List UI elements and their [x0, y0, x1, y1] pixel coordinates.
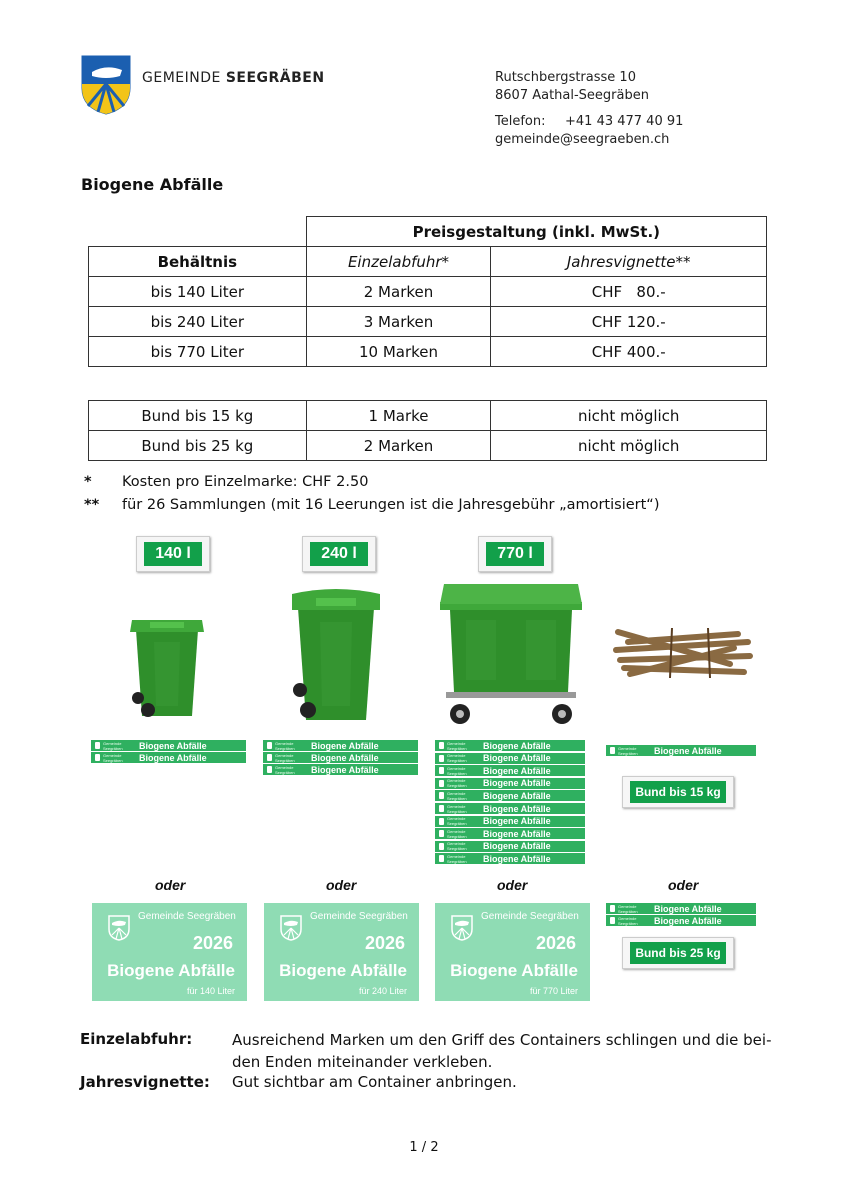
stamp-logo-icon — [610, 747, 615, 754]
table-cell: 2 Marken — [306, 431, 491, 461]
stamp-org: Gemeinde Seegräben — [447, 828, 467, 839]
table-cell: nicht möglich — [491, 401, 767, 431]
stamp-logo-icon — [439, 742, 444, 749]
bundle-label-text: Bund bis 25 kg — [630, 942, 726, 964]
table-empty-cell — [89, 217, 307, 247]
bundle-table — [88, 400, 767, 461]
vignette-year: 2026 — [535, 933, 576, 953]
stamp-org: Gemeinde Seegräben — [447, 778, 467, 789]
stamp — [91, 740, 246, 752]
vignette-year: 2026 — [364, 933, 405, 953]
footnote-1 — [84, 474, 368, 490]
table-cell: 10 Marken — [306, 337, 491, 367]
address-street: Rutschbergstrasse 10 — [495, 70, 636, 85]
instruction-text-single — [232, 1029, 772, 1073]
stamp — [435, 765, 585, 777]
stamp-logo-icon — [439, 755, 444, 762]
table-cell: 2 Marken — [306, 277, 491, 307]
stamp-org: Gemeinde Seegräben — [447, 841, 467, 852]
stamp-text: Biogene Abfälle — [483, 790, 551, 801]
footnote-mark: ** — [84, 497, 100, 513]
table-row — [89, 431, 767, 461]
stamp-text: Biogene Abfälle — [311, 752, 379, 763]
annual-vignette-140 — [92, 903, 247, 1001]
stamp — [435, 753, 585, 765]
instruction-line: Ausreichend Marken um den Griff des Containers schlingen und die bei- — [232, 1031, 772, 1049]
stamp-text: Biogene Abfälle — [311, 740, 379, 751]
page-title: Biogene Abfälle — [81, 175, 224, 194]
stamp-org: Gemeinde Seegräben — [275, 752, 295, 763]
stamp-logo-icon — [439, 767, 444, 774]
stamp-logo-icon — [267, 742, 272, 749]
column-header-annual: Jahresvignette** — [491, 247, 767, 277]
coat-of-arms-icon — [80, 54, 132, 116]
table-cell: CHF 400.- — [491, 337, 767, 367]
bin-770-image — [436, 580, 586, 728]
instruction-text-annual: Gut sichtbar am Container anbringen. — [232, 1073, 517, 1091]
coat-of-arms-icon — [108, 915, 130, 941]
stamp — [263, 752, 418, 764]
stamp-logo-icon — [267, 766, 272, 773]
stamp-text: Biogene Abfälle — [654, 903, 722, 914]
stamp-text: Biogene Abfälle — [654, 915, 722, 926]
stamp — [606, 903, 756, 915]
stamp-org: Gemeinde Seegräben — [618, 903, 638, 914]
stamp-org: Gemeinde Seegräben — [275, 764, 295, 775]
stamp — [435, 816, 585, 828]
size-label-text: 770 l — [486, 542, 544, 566]
table-cell: 1 Marke — [306, 401, 491, 431]
instruction-line: den Enden miteinander verkleben. — [232, 1053, 493, 1071]
stamp-strip-770 — [435, 740, 585, 868]
stamp-strip-bund-25 — [606, 903, 756, 927]
stamp — [435, 828, 585, 840]
email-link[interactable]: gemeinde@seegraeben.ch — [495, 132, 670, 147]
stamp-org: Gemeinde Seegräben — [275, 740, 295, 751]
stamp-text: Biogene Abfälle — [311, 764, 379, 775]
stamp-logo-icon — [439, 780, 444, 787]
stamp — [435, 803, 585, 815]
stamp-logo-icon — [610, 905, 615, 912]
vignette-year: 2026 — [192, 933, 233, 953]
vignette-org: Gemeinde Seegräben — [310, 911, 408, 922]
stamp-logo-icon — [439, 843, 444, 850]
table-row — [89, 401, 767, 431]
stamp-logo-icon — [610, 917, 615, 924]
size-label-140 — [136, 536, 210, 572]
stamp-org: Gemeinde Seegräben — [447, 753, 467, 764]
or-label: oder — [668, 877, 699, 893]
stamp-logo-icon — [439, 830, 444, 837]
stamp-org: Gemeinde Seegräben — [618, 745, 638, 756]
stamp-logo-icon — [95, 754, 100, 761]
stamp-text: Biogene Abfälle — [483, 740, 551, 751]
stamp — [435, 841, 585, 853]
stamp-org: Gemeinde Seegräben — [618, 915, 638, 926]
bundle-label-25 — [622, 937, 734, 969]
table-row — [89, 307, 767, 337]
stamp-text: Biogene Abfälle — [483, 828, 551, 839]
stamp — [435, 740, 585, 752]
stamp-org: Gemeinde Seegräben — [103, 752, 123, 763]
stamp-org: Gemeinde Seegräben — [447, 803, 467, 814]
stamp-text: Biogene Abfälle — [483, 803, 551, 814]
footnote-text: für 26 Sammlungen (mit 16 Leerungen ist die Jahresgebühr „amortisiert“) — [122, 497, 660, 513]
municipality-name — [142, 70, 325, 86]
stamp-org: Gemeinde Seegräben — [447, 765, 467, 776]
stamp — [263, 740, 418, 752]
coat-of-arms-icon — [280, 915, 302, 941]
vignette-org: Gemeinde Seegräben — [481, 911, 579, 922]
bin-240-image — [286, 586, 386, 726]
instruction-label-annual: Jahresvignette: — [80, 1073, 210, 1091]
vignette-title: Biogene Abfälle — [450, 961, 578, 980]
logo-name: SEEGRÄBEN — [225, 70, 325, 86]
vignette-title: Biogene Abfälle — [107, 961, 235, 980]
logo-prefix: GEMEINDE — [142, 70, 221, 86]
stamp-text: Biogene Abfälle — [483, 765, 551, 776]
address-block — [495, 69, 649, 105]
coat-of-arms-icon — [451, 915, 473, 941]
table-cell: CHF 80.- — [491, 277, 767, 307]
annual-vignette-240 — [264, 903, 419, 1001]
table-cell: Bund bis 25 kg — [89, 431, 307, 461]
stamp — [435, 778, 585, 790]
or-label: oder — [326, 877, 357, 893]
stamp-org: Gemeinde Seegräben — [447, 816, 467, 827]
stamp-logo-icon — [439, 792, 444, 799]
contact-block — [495, 113, 683, 149]
table-cell: CHF 120.- — [491, 307, 767, 337]
footnote-2 — [84, 497, 659, 513]
branch-bundle-image — [610, 620, 755, 682]
table-row — [89, 337, 767, 367]
stamp-strip-140 — [91, 740, 246, 764]
stamp-text: Biogene Abfälle — [483, 841, 551, 852]
municipality-logo — [80, 54, 132, 116]
annual-vignette-770 — [435, 903, 590, 1001]
stamp-text: Biogene Abfälle — [139, 740, 207, 751]
size-label-770 — [478, 536, 552, 572]
phone-number: +41 43 477 40 91 — [565, 114, 684, 129]
stamp-text: Biogene Abfälle — [483, 778, 551, 789]
stamp — [606, 915, 756, 927]
stamp — [435, 790, 585, 802]
vignette-size: für 240 Liter — [358, 986, 407, 996]
table-cell: Bund bis 15 kg — [89, 401, 307, 431]
price-table — [88, 216, 767, 367]
stamp — [263, 764, 418, 776]
table-cell: nicht möglich — [491, 431, 767, 461]
table-cell: bis 240 Liter — [89, 307, 307, 337]
vignette-size: für 770 Liter — [529, 986, 578, 996]
vignette-org: Gemeinde Seegräben — [138, 911, 236, 922]
column-header-container: Behältnis — [89, 247, 307, 277]
stamp-logo-icon — [439, 818, 444, 825]
or-label: oder — [155, 877, 186, 893]
table-cell: bis 770 Liter — [89, 337, 307, 367]
address-city: 8607 Aathal-Seegräben — [495, 88, 649, 103]
bundle-label-15 — [622, 776, 734, 808]
column-header-single: Einzelabfuhr* — [306, 247, 491, 277]
stamp-text: Biogene Abfälle — [483, 816, 551, 827]
size-label-text: 140 l — [144, 542, 202, 566]
stamp-text: Biogene Abfälle — [139, 752, 207, 763]
phone-label: Telefon: — [495, 114, 546, 129]
page-number: 1 / 2 — [409, 1140, 439, 1155]
stamp — [606, 745, 756, 757]
vignette-size: für 140 Liter — [186, 986, 235, 996]
table-cell: bis 140 Liter — [89, 277, 307, 307]
stamp-org: Gemeinde Seegräben — [447, 790, 467, 801]
stamp-org: Gemeinde Seegräben — [447, 740, 467, 751]
table-cell: 3 Marken — [306, 307, 491, 337]
stamp-text: Biogene Abfälle — [483, 853, 551, 864]
stamp — [435, 853, 585, 865]
stamp-logo-icon — [439, 855, 444, 862]
bin-140-image — [126, 612, 208, 722]
size-label-text: 240 l — [310, 542, 368, 566]
footnote-mark: * — [84, 474, 92, 490]
stamp-logo-icon — [439, 805, 444, 812]
pricing-group-header: Preisgestaltung (inkl. MwSt.) — [306, 217, 766, 247]
stamp-logo-icon — [95, 742, 100, 749]
stamp-logo-icon — [267, 754, 272, 761]
instruction-label-single: Einzelabfuhr: — [80, 1030, 193, 1048]
vignette-title: Biogene Abfälle — [279, 961, 407, 980]
size-label-240 — [302, 536, 376, 572]
stamp-strip-bund-15 — [606, 745, 756, 757]
stamp-text: Biogene Abfälle — [483, 753, 551, 764]
footnote-text: Kosten pro Einzelmarke: CHF 2.50 — [122, 474, 369, 490]
bundle-label-text: Bund bis 15 kg — [630, 781, 726, 803]
stamp-text: Biogene Abfälle — [654, 745, 722, 756]
stamp-strip-240 — [263, 740, 418, 776]
stamp-org: Gemeinde Seegräben — [103, 740, 123, 751]
or-label: oder — [497, 877, 528, 893]
stamp — [91, 752, 246, 764]
table-row — [89, 277, 767, 307]
stamp-org: Gemeinde Seegräben — [447, 853, 467, 864]
